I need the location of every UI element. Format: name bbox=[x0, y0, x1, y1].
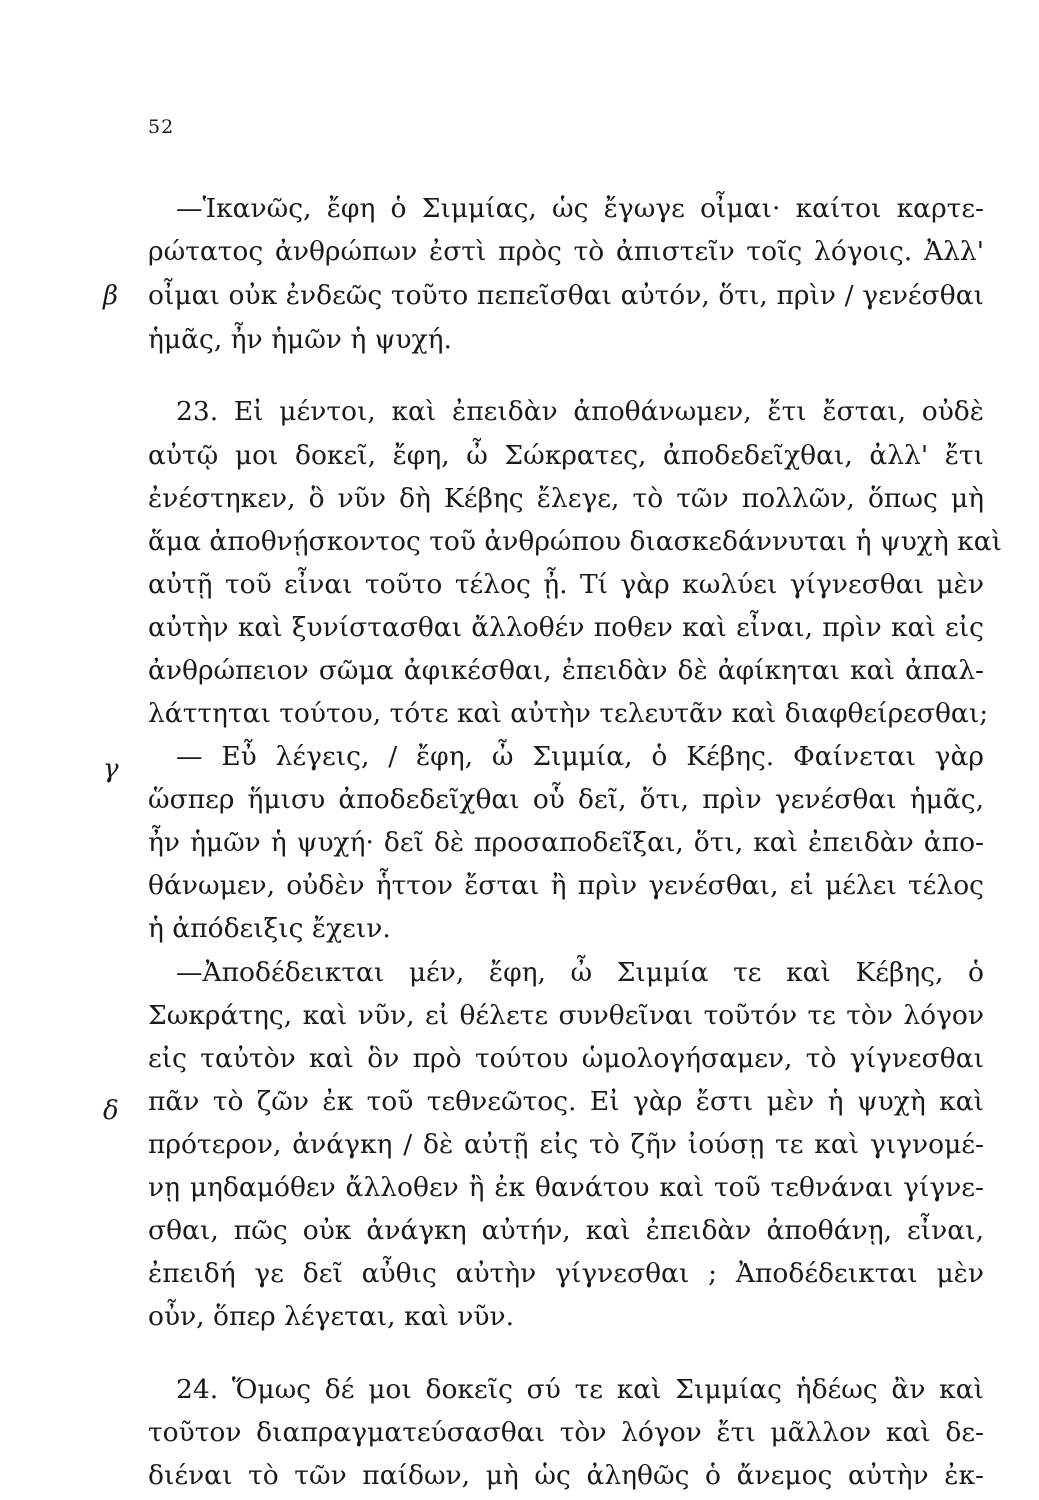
text-line: ἡμᾶς, ἦν ἡμῶν ἡ ψυχή. bbox=[148, 324, 452, 355]
text-line: σθαι, πῶς οὐκ ἀνάγκη αὐτήν, καὶ ἐπειδὰν ἀποθάνῃ, εἶναι, bbox=[148, 1215, 984, 1246]
text-line: —Ἱκανῶς, ἔφη ὁ Σιμμίας, ὡς ἔγωγε οἶμαι· καίτοι καρτε- bbox=[176, 193, 984, 224]
text-line: ἐπειδή γε δεῖ αὖθις αὐτὴν γίγνεσθαι ; Ἀποδέδεικται μὲν bbox=[148, 1258, 984, 1289]
text-line: ρώτατος ἀνθρώπων ἐστὶ πρὸς τὸ ἀπιστεῖν τοῖς λόγοις. Ἀλλ' bbox=[148, 236, 984, 267]
margin-note-delta: δ bbox=[103, 1096, 119, 1126]
text-line: ἡ ἀπόδειξις ἔχειν. bbox=[148, 913, 391, 944]
text-line: τοῦτον διαπραγματεύσασθαι τὸν λόγον ἔτι μᾶλλον καὶ δε- bbox=[148, 1417, 984, 1448]
text-line: ὥσπερ ἥμισυ ἀποδεδεῖχθαι οὗ δεῖ, ὅτι, πρὶν γενέσθαι ἡμᾶς, bbox=[148, 784, 984, 815]
text-line: οἶμαι οὐκ ἐνδεῶς τοῦτο πεπεῖσθαι αὐτόν, ὅτι, πρὶν / γενέσθαι bbox=[148, 280, 984, 311]
margin-note-gamma: γ bbox=[103, 754, 119, 784]
text-line: διέναι τὸ τῶν παίδων, μὴ ὡς ἀληθῶς ὁ ἄνεμος αὐτὴν ἐκ- bbox=[148, 1460, 984, 1491]
text-line: νῃ μηδαμόθεν ἄλλοθεν ἢ ἐκ θανάτου καὶ τοῦ τεθνάναι γίγνε- bbox=[148, 1172, 984, 1203]
page-number: 52 bbox=[148, 116, 175, 138]
text-line: αὐτὴν καὶ ξυνίστασθαι ἄλλοθέν ποθεν καὶ εἶναι, πρὶν καὶ εἰς bbox=[148, 612, 984, 643]
text-line: πρότερον, ἀνάγκη / δὲ αὐτῇ εἰς τὸ ζῆν ἰούσῃ τε καὶ γιγνομέ- bbox=[148, 1129, 984, 1160]
text-line: οὖν, ὅπερ λέγεται, καὶ νῦν. bbox=[148, 1301, 515, 1332]
margin-note-beta: β bbox=[103, 281, 119, 311]
text-line: αὐτῇ τοῦ εἶναι τοῦτο τέλος ᾖ. Τί γὰρ κωλύει γίγνεσθαι μὲν bbox=[148, 569, 984, 600]
text-line: ἅμα ἀποθνῄσκοντος τοῦ ἀνθρώπου διασκεδάννυται ἡ ψυχὴ καὶ bbox=[148, 526, 1003, 557]
text-line: —Ἀποδέδεικται μέν, ἔφη, ὦ Σιμμία τε καὶ Κέβης, ὁ bbox=[176, 957, 984, 988]
text-line: εἰς ταὐτὸν καὶ ὃν πρὸ τούτου ὡμολογήσαμεν, τὸ γίγνεσθαι bbox=[148, 1043, 984, 1074]
text-line: πᾶν τὸ ζῶν ἐκ τοῦ τεθνεῶτος. Εἰ γὰρ ἔστι μὲν ἡ ψυχὴ καὶ bbox=[148, 1086, 984, 1117]
text-line: ἐνέστηκεν, ὃ νῦν δὴ Κέβης ἔλεγε, τὸ τῶν πολλῶν, ὅπως μὴ bbox=[148, 483, 984, 514]
text-line: — Εὖ λέγεις, / ἔφη, ὦ Σιμμία, ὁ Κέβης. Φαίνεται γὰρ bbox=[176, 741, 984, 772]
text-line: 24. Ὅμως δέ μοι δοκεῖς σύ τε καὶ Σιμμίας ἡδέως ἂν καὶ bbox=[176, 1374, 984, 1405]
text-line: ἀνθρώπειον σῶμα ἀφικέσθαι, ἐπειδὰν δὲ ἀφίκηται καὶ ἀπαλ- bbox=[148, 655, 984, 686]
text-line: Σωκράτης, καὶ νῦν, εἰ θέλετε συνθεῖναι τοῦτόν τε τὸν λόγον bbox=[148, 1000, 984, 1031]
text-line: ἦν ἡμῶν ἡ ψυχή· δεῖ δὲ προσαποδεῖξαι, ὅτι, καὶ ἐπειδὰν ἀπο- bbox=[148, 827, 984, 858]
text-line: λάττηται τούτου, τότε καὶ αὐτὴν τελευτᾶν καὶ διαφθείρεσθαι; bbox=[148, 698, 989, 729]
text-line: 23. Εἰ μέντοι, καὶ ἐπειδὰν ἀποθάνωμεν, ἔτι ἔσται, οὐδὲ bbox=[176, 396, 984, 427]
text-line: θάνωμεν, οὐδὲν ἧττον ἔσται ἢ πρὶν γενέσθαι, εἰ μέλει τέλος bbox=[148, 870, 984, 901]
text-line: αὐτῷ μοι δοκεῖ, ἔφη, ὦ Σώκρατες, ἀποδεδεῖχθαι, ἀλλ' ἔτι bbox=[148, 440, 984, 471]
